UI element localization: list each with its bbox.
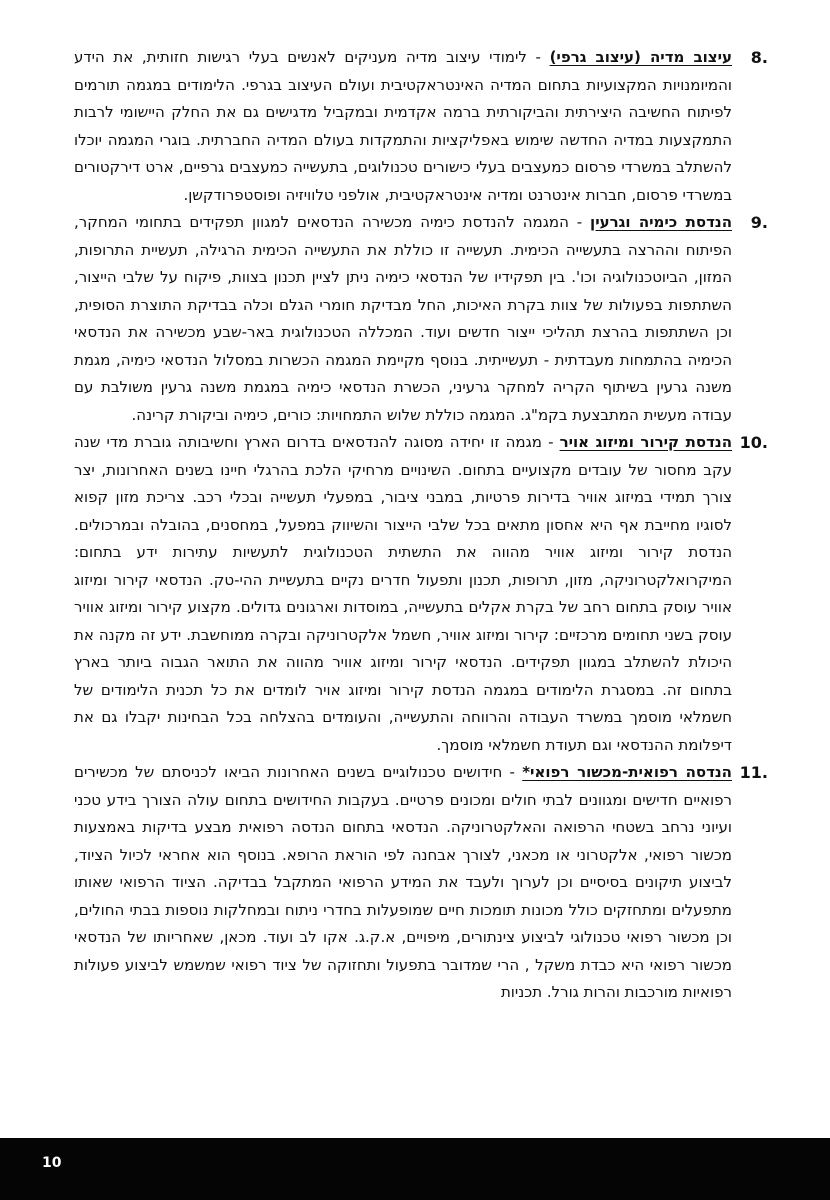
document-body bbox=[74, 44, 768, 1007]
section-text: - מגמה זו יחידה מסוגה להנדסאים בדרום הארץ וחשיבותה גוברת מדי שנה עקב מחסור של עובדים מקצועיים בתחום. השינויים מרחיקי הלכת בהרגלי חיינו בשנים האחרונות, יצר צורך תמידי במיזוג אוויר בדירות פרטיות, במבני ציבור, במפעלי תעשייה ובכלי רכב. צריכת מזון קפוא לסוגיו מחייבת אף היא אחסון מתאים בכל שלבי הייצור והשיווק במפעל, במחסנים, בהובלה ובמרכולים. הנדסת קירור ומיזוג אוויר מהווה את התשתית הטכנולוגית לתעשיות עתירות ידע בתחום: המיקרואלקטרוניקה, מזון, תרופות, תכנון ותפעול חדרים נקיים בתעשיית ההי-טק. הנדסאי קירור ומיזוג אוויר עוסק בתחום רחב של בקרת אקלים בתעשייה, במוסדות וארגונים גדולים. מקצוע קירור ומיזוג אוויר עוסק בשני תחומים מרכזיים: קירור ומיזוג אוויר, חשמל אלקטרוניקה ובקרה ממוחשבת. ידע זה מקנה את היכולת להשתלב במגוון תפקידים. הנדסאי קירור ומיזוג אוויר מהווה את התואר הגבוה ביותר בארץ בתחום זה. במסגרת הלימודים במגמה הנדסת קירור ומיזוג אויר לומדים את כל תכנית הלימודים של חשמלאי מוסמך במשרד העבודה והרווחה והתעשייה, והעומדים בהצלחה בכל הבחינות יקבלו גם את דיפלומת ההנדסאי וגם תעודת חשמלאי מוסמך. bbox=[74, 433, 732, 754]
section-title: עיצוב מדיה (עיצוב גרפי) bbox=[549, 48, 732, 66]
section-number: 10. bbox=[739, 433, 768, 452]
section-title: הנדסת כימיה וגרעין bbox=[590, 213, 733, 231]
section-text: - המגמה להנדסת כימיה מכשירה הנדסאים למגוון תפקידים בתחומי המחקר, הפיתוח וההרצה בתעשייה הכימית. תעשייה זו כוללת את התעשייה הכימית הרגילה, תעשיית התרופות, המזון, הביוטכנולוגיה וכו'. בין תפקידיו של הנדסאי כימיה ניתן לציין תכנון בצוות, פיקוח על שלבי הייצור, השתתפות בפעולות של צוות בקרת האיכות, החל מבדיקת חומרי הגלם וכלה בבדיקת התוצרת הסופית, וכן השתתפות בהרצת תהליכי ייצור חדשים ועוד. המכללה הטכנולוגית באר-שבע מכשירה את הנדסאי הכימיה בהתמחות מעבדתית - תעשייתית. בנוסף מקיימת המגמה הכשרות במסלול הנדסאי כימיה, מגמת משנה גרעין בשיתוף הקריה למחקר גרעיני, הכשרת הנדסאי כימיה במגמת משנה גרעין משולבת עם עבודה מעשית המתבצעת בקמ"ג. המגמה כוללת שלוש התמחויות: כורים, כימיה וביקורת קרינה. bbox=[74, 213, 732, 424]
section-paragraph bbox=[74, 429, 732, 759]
page-footer bbox=[0, 1138, 830, 1200]
section-title: הנדסה רפואית-מכשור רפואי* bbox=[522, 763, 732, 781]
section-paragraph bbox=[74, 44, 732, 209]
section-number: 8. bbox=[750, 48, 768, 67]
section-paragraph bbox=[74, 759, 732, 1007]
section-title: הנדסת קירור ומיזוג אויר bbox=[559, 433, 732, 451]
section-text: - חידושים טכנולוגיים בשנים האחרונות הביאו לכניסתם של מכשירים רפואיים חדישים ומגוונים לבתי חולים ומכונים פרטיים. בעקבות החידושים בתחום עולה הצורך בידע טכני ועיוני נרחב בשטחי הרפואה והאלקטרוניקה. הנדסאי בתחום הנדסה רפואית מבצע בדיקות באמצעות מכשור רפואי, אלקטרוני או מכאני, לצורך אבחנה לפי הוראת הרופא. בנוסף הוא אחראי לכיול הציוד, לביצוע תיקונים בסיסיים וכן לערוך ולעבד את המידע הרפואי המתקבל בבדיקה. הציוד הרפואי שאותו מתפעלים ומתחזקים כולל מכונות תומכות חיים שמופעלות בחדרי ניתוח ובמחלקות נוספות בבתי החולים, וכן מכשור רפואי טכנולוגי לביצוע צינתורים, מיפויים, א.ק.ג. אקו לב ועוד. מכאן, שאחריותו של הנדסאי מכשור רפואי היא כבדת משקל , הרי שמדובר בתפעול ותחזוקה של ציוד רפואי שמשמש לביצוע פעולות רפואיות מורכבות והרות גורל. תכניות bbox=[74, 763, 732, 1001]
section-text: - לימודי עיצוב מדיה מעניקים לאנשים בעלי רגישות חזותית, את הידע והמיומנויות המקצועיות בתחום המדיה האינטראקטיבית ועולם העיצוב בגרפי. הלימודים במגמה תורמים לפיתוח החשיבה היצירתית והביקורתית ברמה אקדמית ובמקביל מדגישים גם את החלק היישומי לרבות התמקצעות במדיה החדשה שימוש באפליקציות והתמקדות בעולם המדיה החברתית. בוגרי המגמה יוכלו להשתלב במשרדי פרסום כמעצבים בעלי כישורים טכנולוגים, בתעשייה כמעצבים גרפיים, ארט דירקטורים במשרדי פרסום, חברות אינטרנט ומדיה אינטראקטיבית, אולפני טלוויזיה ופוסטפרודקשן. bbox=[74, 48, 732, 204]
section-number: 11. bbox=[739, 763, 768, 782]
section-paragraph bbox=[74, 209, 732, 429]
section-9 bbox=[74, 209, 768, 429]
section-10 bbox=[74, 429, 768, 759]
section-8 bbox=[74, 44, 768, 209]
section-number: 9. bbox=[750, 213, 768, 232]
page-number: 10 bbox=[42, 1155, 62, 1171]
section-11 bbox=[74, 759, 768, 1007]
